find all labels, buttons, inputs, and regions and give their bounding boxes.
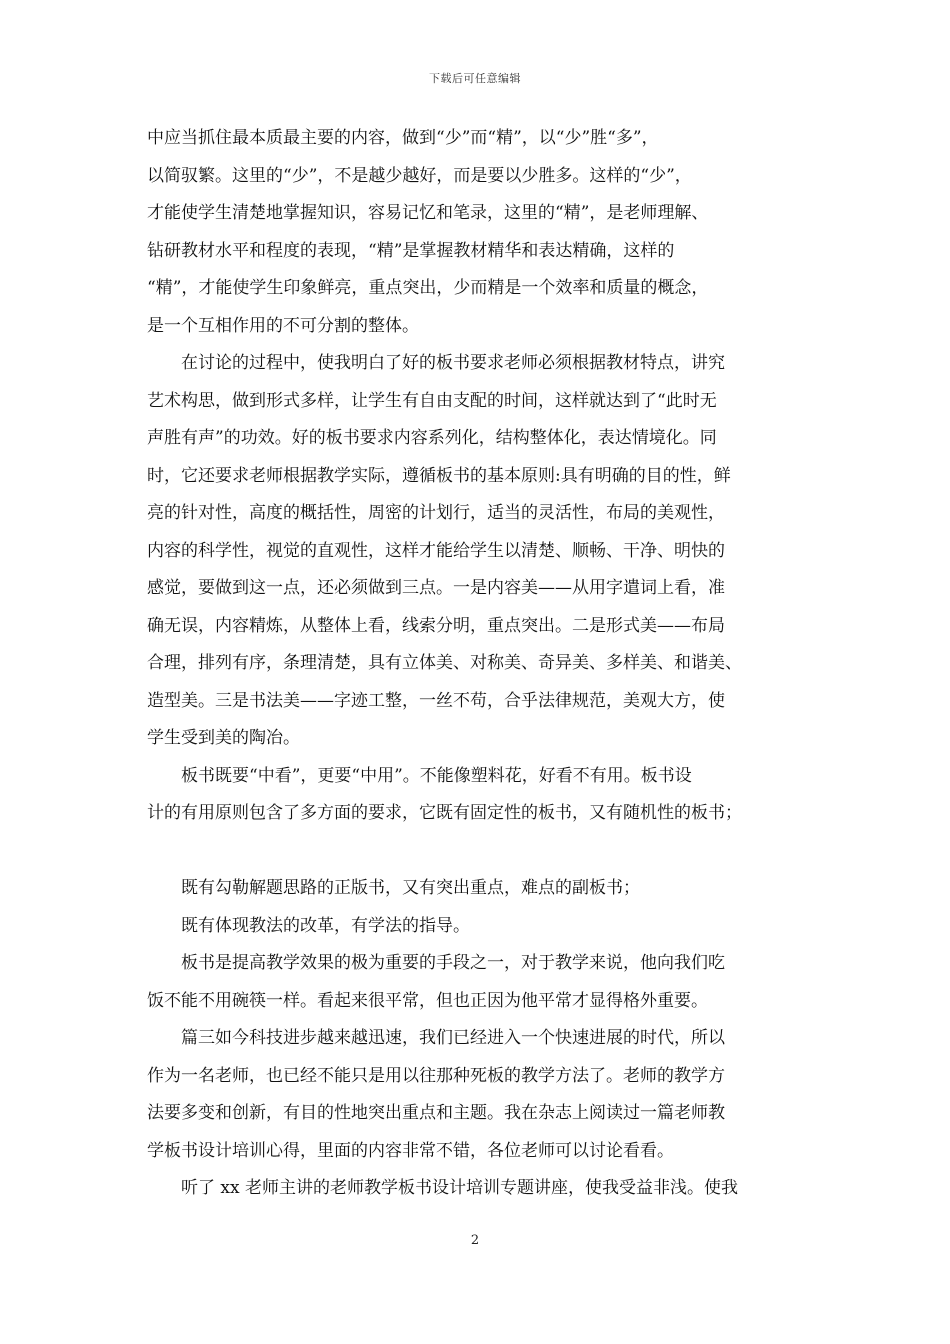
text-line: 饭不能不用碗筷一样。看起来很平常，但也正因为他平常才显得格外重要。	[147, 990, 708, 1011]
text-line: 钻研教材水平和程度的表现，“精”是掌握教材精华和表达精确，这样的	[147, 240, 675, 261]
text-line: 内容的科学性，视觉的直观性，这样才能给学生以清楚、顺畅、干净、明快的	[147, 540, 725, 561]
page-header: 下载后可任意编辑	[429, 72, 521, 85]
text-line: 以简驭繁。这里的“少”，不是越少越好，而是要以少胜多。这样的“少”，	[147, 165, 692, 186]
text-line: 板书既要“中看”，更要“中用”。不能像塑料花，好看不有用。板书设	[147, 765, 692, 786]
text-line: 才能使学生清楚地掌握知识，容易记忆和笔录，这里的“精”，是老师理解、	[147, 203, 709, 223]
text-line: 学板书设计培训心得，里面的内容非常不错，各位老师可以讨论看看。	[147, 1140, 674, 1161]
text-line: 是一个互相作用的不可分割的整体。	[147, 315, 419, 336]
text-line: 听了 xx 老师主讲的老师教学板书设计培训专题讲座，使我受益非浅。使我	[147, 1178, 738, 1198]
text-line: 板书是提高教学效果的极为重要的手段之一，对于教学来说，他向我们吃	[147, 953, 725, 973]
text-line: 既有体现教法的改革，有学法的指导。	[147, 915, 470, 936]
text-line: 篇三如今科技进步越来越迅速，我们已经进入一个快速进展的时代，所以	[147, 1028, 725, 1048]
text-line: 在讨论的过程中，使我明白了好的板书要求老师必须根据教材特点，讲究	[147, 353, 725, 373]
document-body	[147, 120, 827, 1208]
text-line: 艺术构思，做到形式多样，让学生有自由支配的时间，这样就达到了“此时无	[147, 390, 717, 411]
text-line: 学生受到美的陶冶。	[147, 728, 300, 748]
text-line: “精”，才能使学生印象鲜亮，重点突出，少而精是一个效率和质量的概念，	[147, 278, 709, 298]
text-line: 计的有用原则包含了多方面的要求，它既有固定性的板书，又有随机性的板书；	[147, 803, 742, 823]
text-line: 既有勾勒解题思路的正版书，又有突出重点，难点的副板书；	[147, 878, 640, 898]
text-line: 时，它还要求老师根据教学实际，遵循板书的基本原则:具有明确的目的性，鲜	[147, 465, 731, 486]
text-line: 声胜有声”的功效。好的板书要求内容系列化，结构整体化，表达情境化。同	[147, 428, 717, 448]
text-line: 确无误，内容精炼，从整体上看，线索分明，重点突出。二是形式美——布局	[147, 615, 725, 636]
text-line: 亮的针对性，高度的概括性，周密的计划行，适当的灵活性，布局的美观性，	[147, 503, 725, 523]
text-line: 中应当抓住最本质最主要的内容，做到“少”而“精”，以“少”胜“多”，	[147, 128, 659, 148]
text-line: 作为一名老师，也已经不能只是用以往那种死板的教学方法了。老师的教学方	[147, 1065, 725, 1086]
text-line: 法要多变和创新，有目的性地突出重点和主题。我在杂志上阅读过一篇老师教	[147, 1103, 725, 1123]
page-number: 2	[470, 1233, 480, 1248]
text-line: 感觉，要做到这一点，还必须做到三点。一是内容美——从用字遣词上看，准	[147, 578, 725, 598]
text-line: 合理，排列有序，条理清楚，具有立体美、对称美、奇异美、多样美、和谐美、	[147, 653, 742, 673]
blank-line	[147, 833, 827, 871]
text-line: 造型美。三是书法美——字迹工整，一丝不苟，合乎法律规范，美观大方，使	[147, 690, 725, 711]
